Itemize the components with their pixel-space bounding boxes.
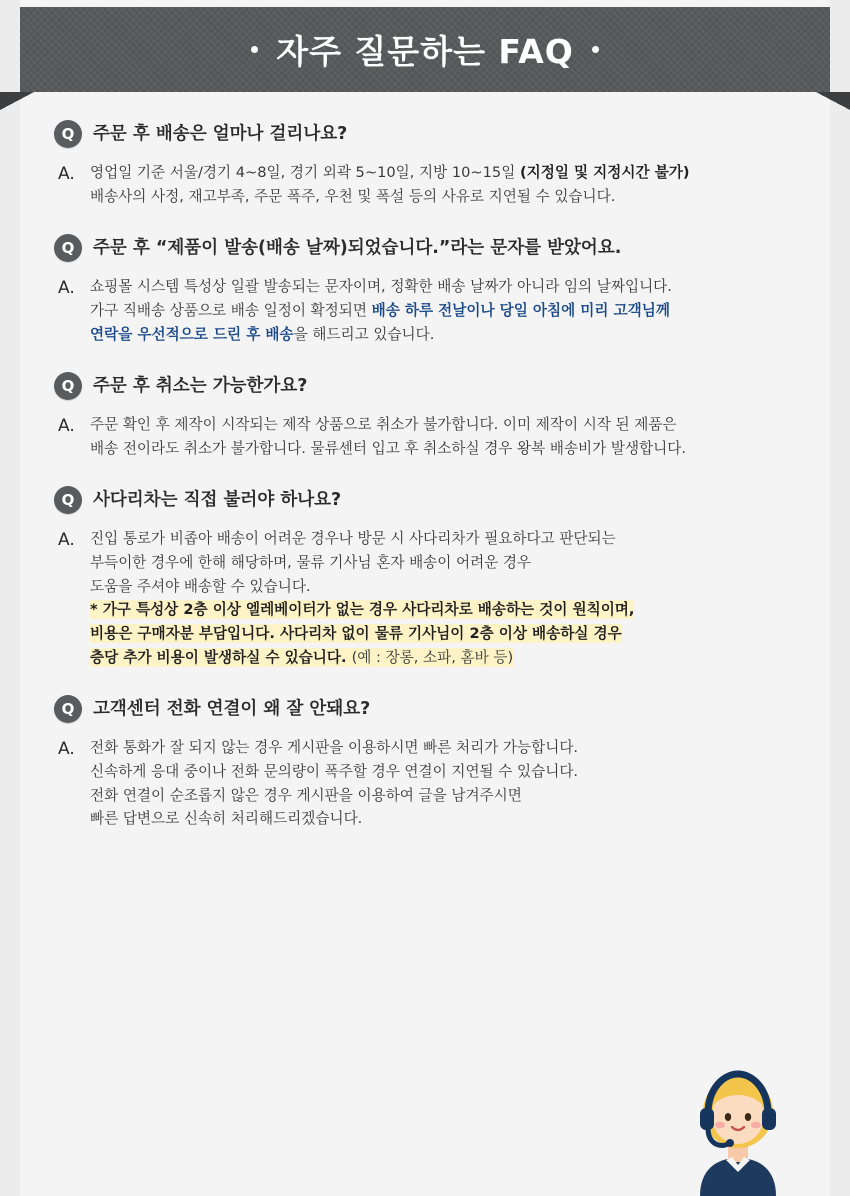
answer-segment: 비용은 구매자분 부담입니다. 사다리차 없이 물류 기사님이 2층 이상 배송하실 경우	[90, 625, 622, 643]
answer-line	[90, 622, 796, 646]
faq-header-banner	[20, 7, 830, 92]
answer-segment: 도움을 주셔야 배송할 수 있습니다.	[90, 577, 311, 595]
faq-question-text: 주문 후 배송은 얼마나 걸리나요?	[93, 123, 348, 144]
answer-line	[90, 551, 796, 575]
faq-question-text: 주문 후 “제품이 발송(배송 날짜)되었습니다.”라는 문자를 받았어요.	[93, 237, 622, 258]
answer-line	[90, 275, 796, 299]
question-badge-icon: Q	[54, 486, 82, 514]
answer-segment: 전화 연결이 순조롭지 않은 경우 게시판을 이용하여 글을 남겨주시면	[90, 786, 522, 804]
decorative-dot-right	[592, 46, 599, 53]
faq-answer-text	[90, 275, 796, 346]
question-badge-icon: Q	[54, 695, 82, 723]
faq-answer-text	[90, 527, 796, 669]
answer-line	[90, 527, 796, 551]
answer-segment: (지정일 및 지정시간 불가)	[519, 164, 690, 181]
answer-line	[90, 736, 796, 760]
answer-line	[90, 807, 796, 831]
faq-question-text: 주문 후 취소는 가능한가요?	[93, 375, 308, 396]
answer-segment: 가구 직배송 상품으로 배송 일정이 확정되면	[90, 301, 372, 319]
answer-marker: A.	[58, 530, 75, 551]
answer-marker: A.	[58, 739, 75, 760]
answer-line	[90, 299, 796, 323]
faq-answer-row	[54, 275, 796, 346]
answer-segment: 부득이한 경우에 한해 해당하며, 물류 기사님 혼자 배송이 어려운 경우	[90, 554, 532, 572]
faq-question-text: 고객센터 전화 연결이 왜 잘 안돼요?	[93, 698, 371, 719]
answer-line	[90, 161, 796, 185]
faq-answer-text	[90, 413, 796, 460]
answer-marker: A.	[58, 164, 75, 184]
answer-segment: 진입 통로가 비좁아 배송이 어려운 경우나 방문 시 사다리차가 필요하다고 판단되는	[90, 530, 616, 548]
banner-fold-left	[0, 92, 34, 110]
faq-item	[54, 234, 796, 346]
faq-answer-row	[54, 736, 796, 831]
answer-marker: A.	[58, 278, 75, 299]
answer-segment: 빠른 답변으로 신속히 처리해드리겠습니다.	[90, 810, 363, 828]
faq-answer-row	[54, 527, 796, 669]
answer-segment: 주문 확인 후 제작이 시작되는 제작 상품으로 취소가 불가합니다. 이미 제작이 시작 된 제품은	[90, 416, 677, 434]
answer-line	[90, 185, 796, 209]
answer-line	[90, 784, 796, 808]
faq-question-row[interactable]	[54, 695, 796, 723]
answer-segment: 전화 통화가 잘 되지 않는 경우 게시판을 이용하시면 빠른 처리가 가능합니다.	[90, 739, 579, 757]
faq-item	[54, 372, 796, 460]
answer-segment: 을 해드리고 있습니다.	[293, 325, 435, 343]
faq-question-row[interactable]	[54, 486, 796, 514]
page-title	[249, 26, 601, 73]
faq-list	[20, 92, 830, 857]
faq-question-text: 사다리차는 직접 불러야 하나요?	[93, 490, 342, 511]
faq-answer-text	[90, 161, 796, 208]
answer-segment: 신속하게 응대 중이나 전화 문의량이 폭주할 경우 연결이 지연될 수 있습니다.	[90, 762, 579, 780]
answer-segment: 쇼핑몰 시스템 특성상 일괄 발송되는 문자이며, 정확한 배송 날짜가 아니라 임의 날짜입니다.	[90, 278, 672, 296]
answer-segment: 연락을 우선적으로 드린 후 배송	[90, 325, 294, 343]
answer-segment: (예 : 장롱, 소파, 홈바 등)	[351, 648, 514, 666]
answer-segment: 배송 전이라도 취소가 불가합니다. 물류센터 입고 후 취소하실 경우 왕복 배송비가 발생합니다.	[90, 439, 687, 457]
faq-question-row[interactable]	[54, 234, 796, 262]
banner-fold-right	[816, 92, 850, 110]
faq-item	[54, 486, 796, 669]
answer-line	[90, 413, 796, 437]
answer-segment: 영업일 기준 서울/경기 4~8일, 경기 외곽 5~10일, 지방 10~15일	[90, 164, 520, 181]
page-title-text: 자주 질문하는 FAQ	[276, 32, 574, 71]
answer-segment: 배송사의 사정, 재고부족, 주문 폭주, 우천 및 폭설 등의 사유로 지연될 수 있습니다.	[90, 187, 616, 205]
faq-answer-row	[54, 413, 796, 460]
faq-answer-row	[54, 161, 796, 208]
faq-item	[54, 695, 796, 831]
answer-segment: 배송 하루 전날이나 당일 아침에 미리 고객님께	[371, 301, 670, 319]
answer-line	[90, 437, 796, 461]
headset-operator-illustration	[678, 1066, 798, 1196]
answer-line	[90, 646, 796, 670]
answer-line	[90, 760, 796, 784]
question-badge-icon: Q	[54, 120, 82, 148]
answer-line	[90, 575, 796, 599]
faq-item	[54, 120, 796, 208]
answer-marker: A.	[58, 416, 75, 437]
answer-line	[90, 598, 796, 622]
decorative-dot-left	[251, 46, 258, 53]
question-badge-icon: Q	[54, 372, 82, 400]
answer-segment: 층당 추가 비용이 발생하실 수 있습니다.	[90, 648, 352, 666]
faq-answer-text	[90, 736, 796, 831]
faq-question-row[interactable]	[54, 372, 796, 400]
faq-question-row[interactable]	[54, 120, 796, 148]
answer-line	[90, 323, 796, 347]
question-badge-icon: Q	[54, 234, 82, 262]
answer-segment: * 가구 특성상 2층 이상 엘레베이터가 없는 경우 사다리차로 배송하는 것이 원칙이며,	[90, 601, 635, 619]
